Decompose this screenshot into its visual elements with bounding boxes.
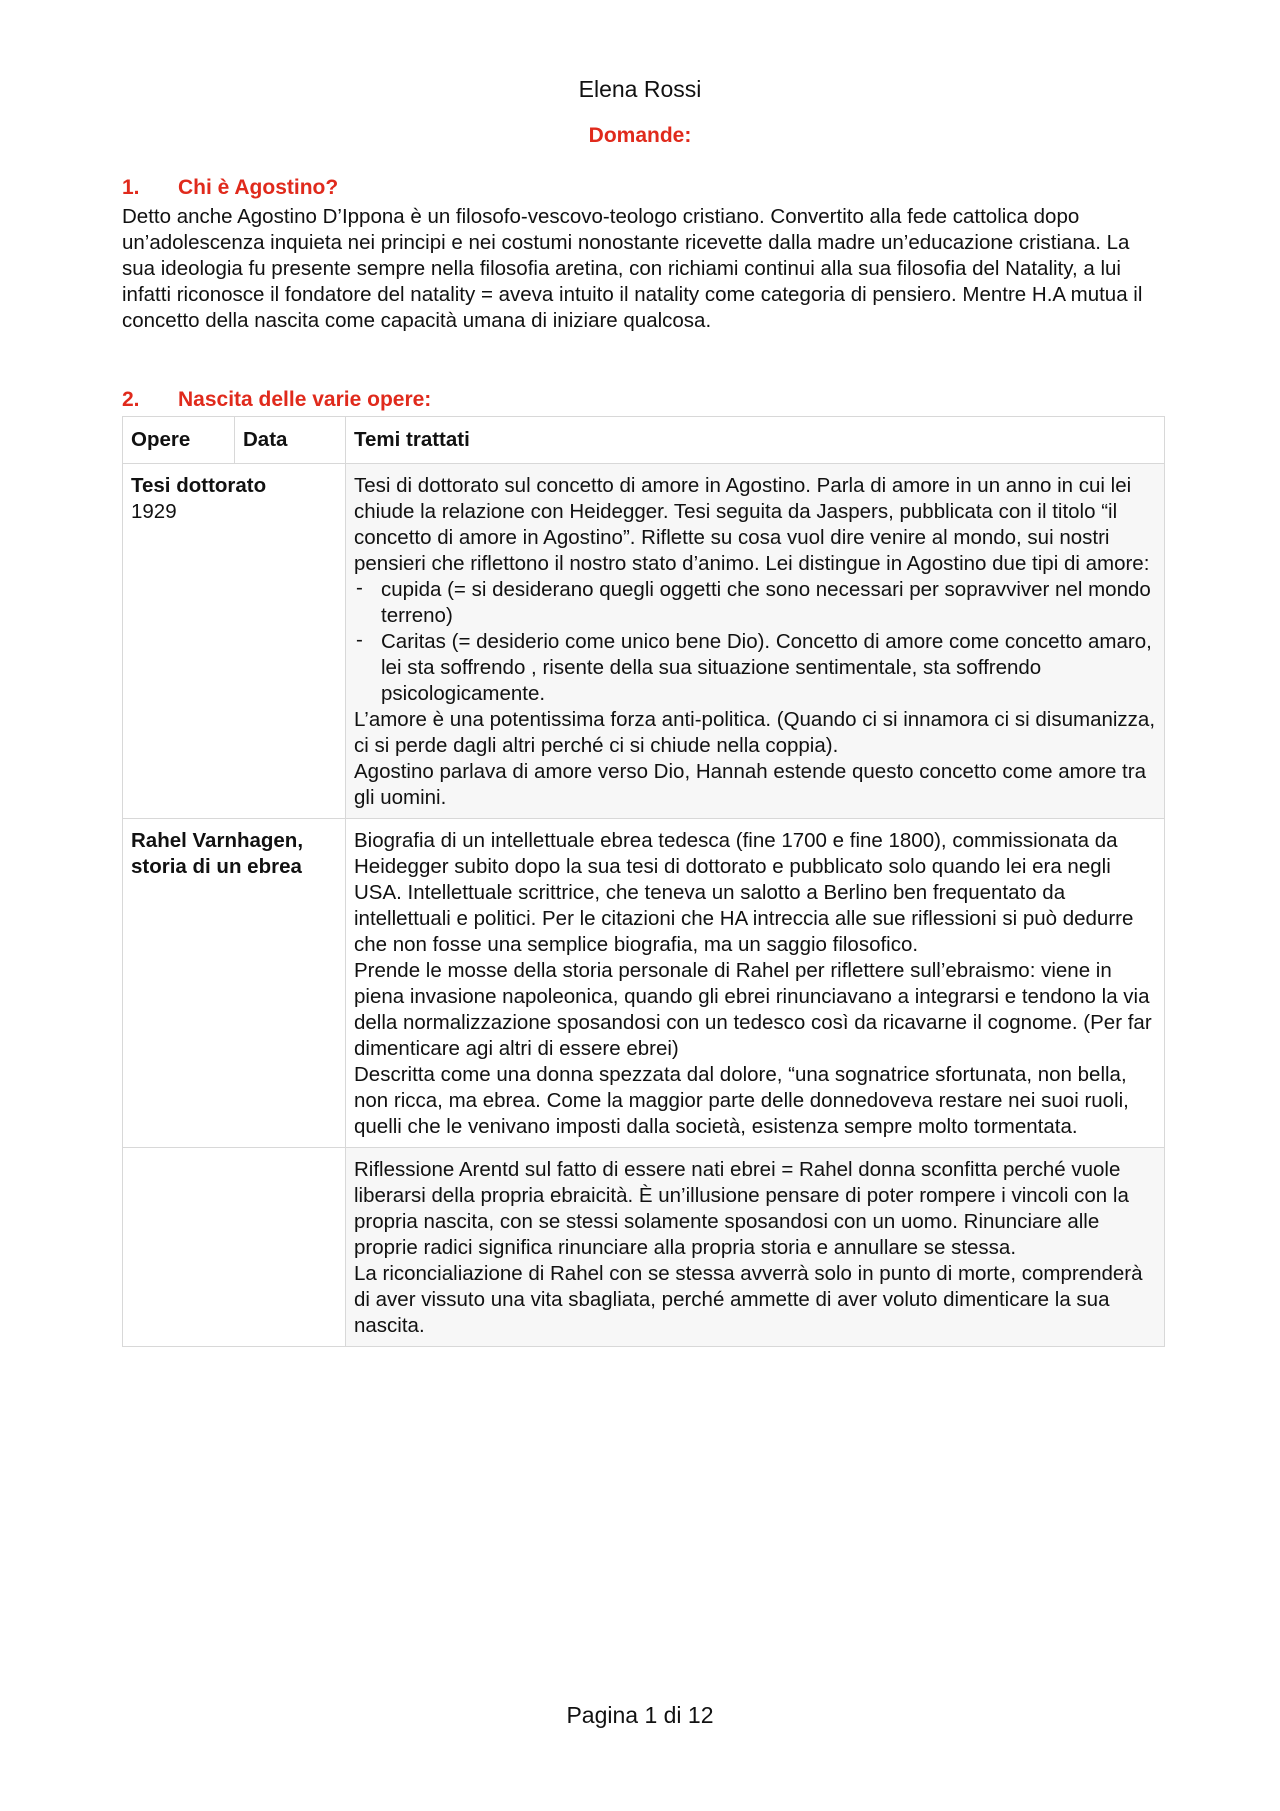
works-table <box>122 416 1165 1347</box>
opera-title: Rahel Varnhagen, storia di un ebrea <box>131 829 304 878</box>
section-2-title <box>122 388 431 412</box>
table-row <box>123 464 1165 819</box>
opera-title: Tesi dottorato <box>131 474 267 497</box>
opera-date: 1929 <box>131 500 177 523</box>
section-1-title-text: Chi è Agostino? <box>178 176 339 199</box>
table-row <box>123 1148 1165 1347</box>
author-name: Elena Rossi <box>578 76 702 102</box>
section-1-title <box>122 176 338 200</box>
table-header-row <box>123 417 1165 464</box>
page-number: Pagina 1 di 12 <box>566 1702 714 1728</box>
love-types-list <box>354 577 1156 707</box>
list-item: - cupida (= si desiderano quegli oggetti che sono necessari per sopravviver nel mondo terreno) <box>354 577 1156 629</box>
list-item: - Caritas (= desiderio come unico bene Dio). Concetto di amore come concetto amaro, lei sta soffrendo , risente della sua situazione sentimentale, sta soffrendo psicologicamente. <box>354 629 1156 707</box>
temi-text: Tesi di dottorato sul concetto di amore in Agostino. Parla di amore in un anno in cui lei chiude la relazione con Heidegger. Tesi seguita da Jaspers, pubblicata con il titolo “il concetto di amore in Agostino”. Riflette su cosa vuol dire venire al mondo, sui nostri pensieri che riflettono il nostro stato d’animo. Lei distingue in Agostino due tipi di amore: <box>354 474 1150 575</box>
temi-text: L’amore è una potentissima forza anti-politica. (Quando ci si innamora ci si disumanizza, ci si perde dagli altri perché ci si chiude nella coppia). <box>354 708 1156 757</box>
temi-cell <box>346 819 1165 1148</box>
opera-cell <box>123 819 346 1148</box>
header-data: Data <box>235 417 346 464</box>
page-heading: Domande: <box>588 124 692 147</box>
temi-text: Prende le mosse della storia personale di Rahel per riflettere sull’ebraismo: viene in piena invasione napoleonica, quando gli ebrei rinunciavano a integrarsi e tendono la via della normalizzazione sposandosi con un tedesco così da ricavarne il cognome. (Per far dimenticare agi altri di essere ebrei) <box>354 959 1152 1060</box>
section-2-number: 2. <box>122 388 140 411</box>
temi-cell <box>346 1148 1165 1347</box>
temi-text: Biografia di un intellettuale ebrea tedesca (fine 1700 e fine 1800), commissionata da Heidegger subito dopo la sua tesi di dottorato e pubblicato solo quando lei era negli USA. Intellettuale scrittrice, che teneva un salotto a Berlino ben frequentato da intellettuali e politici. Per le citazioni che HA intreccia alle sue riflessioni si può dedurre che non fosse una semplice biografia, ma un saggio filosofico. <box>354 829 1134 956</box>
temi-text: Agostino parlava di amore verso Dio, Hannah estende questo concetto come amore tra gli uomini. <box>354 760 1146 809</box>
opera-cell <box>123 464 346 819</box>
table-row <box>123 819 1165 1148</box>
header-opere: Opere <box>123 417 235 464</box>
section-1-number: 1. <box>122 176 140 199</box>
opera-cell-empty <box>123 1148 346 1347</box>
temi-cell <box>346 464 1165 819</box>
header-temi: Temi trattati <box>346 417 1165 464</box>
temi-text: Descritta come una donna spezzata dal dolore, “una sognatrice sfortunata, non bella, non ricca, ma ebrea. Come la maggior parte delle donnedoveva restare nei suoi ruoli, quelli che le venivano imposti dalla società, esistenza sempre molto tormentata. <box>354 1063 1129 1138</box>
section-1-paragraph: Detto anche Agostino D’Ippona è un filosofo-vescovo-teologo cristiano. Convertito alla fede cattolica dopo un’adolescenza inquieta nei principi e nei costumi nonostante ricevette dalla madre un’educazione cristiana. La sua ideologia fu presente sempre nella filosofia aretina, con richiami continui alla sua filosofia del Natality, a lui infatti riconosce il fondatore del natality = aveva intuito il natality come categoria di pensiero. Mentre H.A mutua il concetto della nascita come capacità umana di iniziare qualcosa. <box>122 205 1143 332</box>
section-2-title-text: Nascita delle varie opere: <box>178 388 432 411</box>
temi-text: Riflessione Arentd sul fatto di essere nati ebrei = Rahel donna sconfitta perché vuole liberarsi della propria ebraicità. È un’illusione pensare di poter rompere i vincoli con la propria nascita, con se stessi solamente sposandosi con un uomo. Rinunciare alle proprie radici significa rinunciare alla propria storia e annullare se stessa. <box>354 1158 1129 1259</box>
temi-text: La riconcialiazione di Rahel con se stessa avverrà solo in punto di morte, comprenderà di aver vissuto una vita sbagliata, perché ammette di aver voluto dimenticare la sua nascita. <box>354 1262 1143 1337</box>
